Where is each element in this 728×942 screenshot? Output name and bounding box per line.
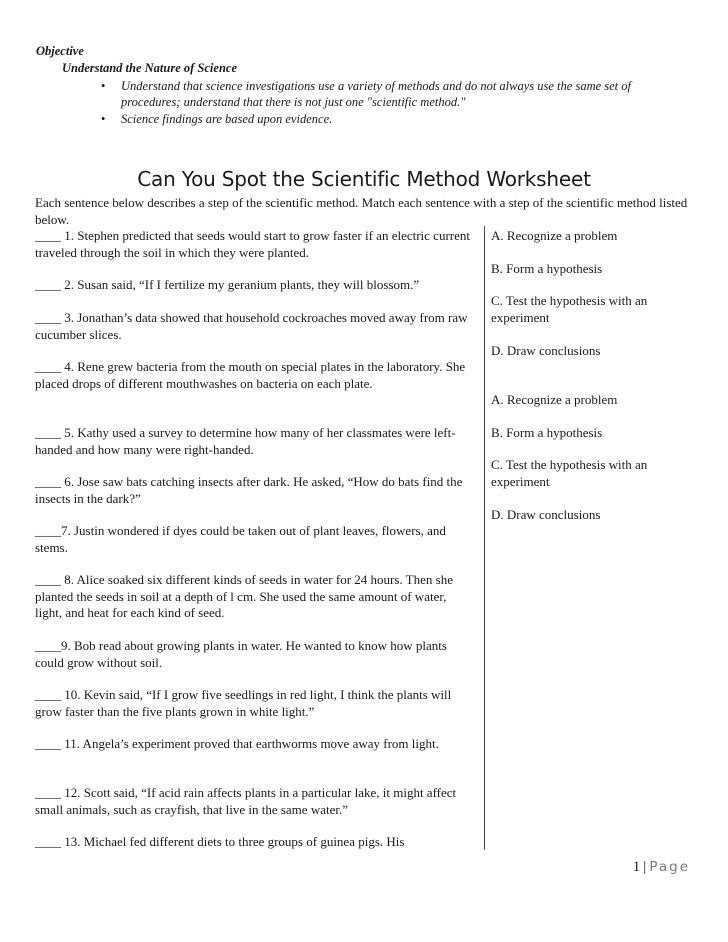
objective-bullet-text: Understand that science investigations use a variety of methods and do not always use the same set of procedures; understand that there is not just one "scientific method." (121, 79, 631, 109)
footer-separator: | (643, 859, 647, 875)
page-number: 1 (632, 859, 641, 875)
question-9: ____9. Bob read about growing plants in water. He wanted to know how plants could grow without soil. (35, 638, 447, 670)
objective-heading: Objective (36, 44, 84, 58)
answer-option-d: D. Draw conclusions (491, 343, 601, 358)
question-4: ____ 4. Rene grew bacteria from the mouth on special plates in the laboratory. She placed drops of different mouthwashes on bacteria on each plate. (35, 359, 466, 391)
question-7: ____7. Justin wondered if dyes could be taken out of plant leaves, flowers, and stems. (35, 523, 446, 555)
worksheet-title: Can You Spot the Scientific Method Worksheet (137, 167, 591, 191)
page-label: Page (649, 859, 690, 875)
answer-option-b: B. Form a hypothesis (491, 425, 603, 440)
question-5: ____ 5. Kathy used a survey to determine how many of her classmates were left-handed and how many were right-handed. (35, 425, 456, 457)
bullet-icon: • (101, 79, 106, 93)
question-11: ____ 11. Angela’s experiment proved that earthworms move away from light. (35, 736, 439, 751)
question-12: ____ 12. Scott said, “If acid rain affects plants in a particular lake, it might affect small animals, such as crayfish, that live in the same water.” (35, 785, 457, 817)
answer-option-a: A. Recognize a problem (491, 228, 618, 243)
question-13: ____ 13. Michael fed different diets to three groups of guinea pigs. His (35, 834, 405, 849)
question-10: ____ 10. Kevin said, “If I grow five seedlings in red light, I think the plants will grow faster than the five plants grown in white light.” (35, 687, 452, 719)
question-2: ____ 2. Susan said, “If I fertilize my geranium plants, they will blossom.” (35, 277, 420, 292)
answer-option-d: D. Draw conclusions (491, 507, 601, 522)
answer-option-c: C. Test the hypothesis with an experiment (491, 457, 648, 489)
question-6: ____ 6. Jose saw bats catching insects after dark. He asked, “How do bats find the insects in the dark?” (35, 474, 463, 506)
question-1: ____ 1. Stephen predicted that seeds would start to grow faster if an electric current traveled through the soil in which they were planted. (35, 228, 470, 260)
objective-subheading: Understand the Nature of Science (62, 61, 237, 75)
question-8: ____ 8. Alice soaked six different kinds of seeds in water for 24 hours. Then she planted the seeds in soil at a depth of l cm. She used the same amount of water, light, and heat for each kind of seed. (35, 572, 453, 620)
page-footer (633, 859, 690, 876)
answer-option-c: C. Test the hypothesis with an experiment (491, 293, 648, 325)
objective-bullet-text: Science findings are based upon evidence. (121, 112, 333, 126)
answer-option-a: A. Recognize a problem (491, 392, 618, 407)
answer-option-b: B. Form a hypothesis (491, 261, 603, 276)
column-divider (484, 226, 485, 850)
bullet-icon: • (101, 112, 106, 126)
question-3: ____ 3. Jonathan’s data showed that household cockroaches moved away from raw cucumber slices. (35, 310, 468, 342)
instructions: Each sentence below describes a step of the scientific method. Match each sentence with a step of the scientific method listed below. (35, 195, 688, 227)
